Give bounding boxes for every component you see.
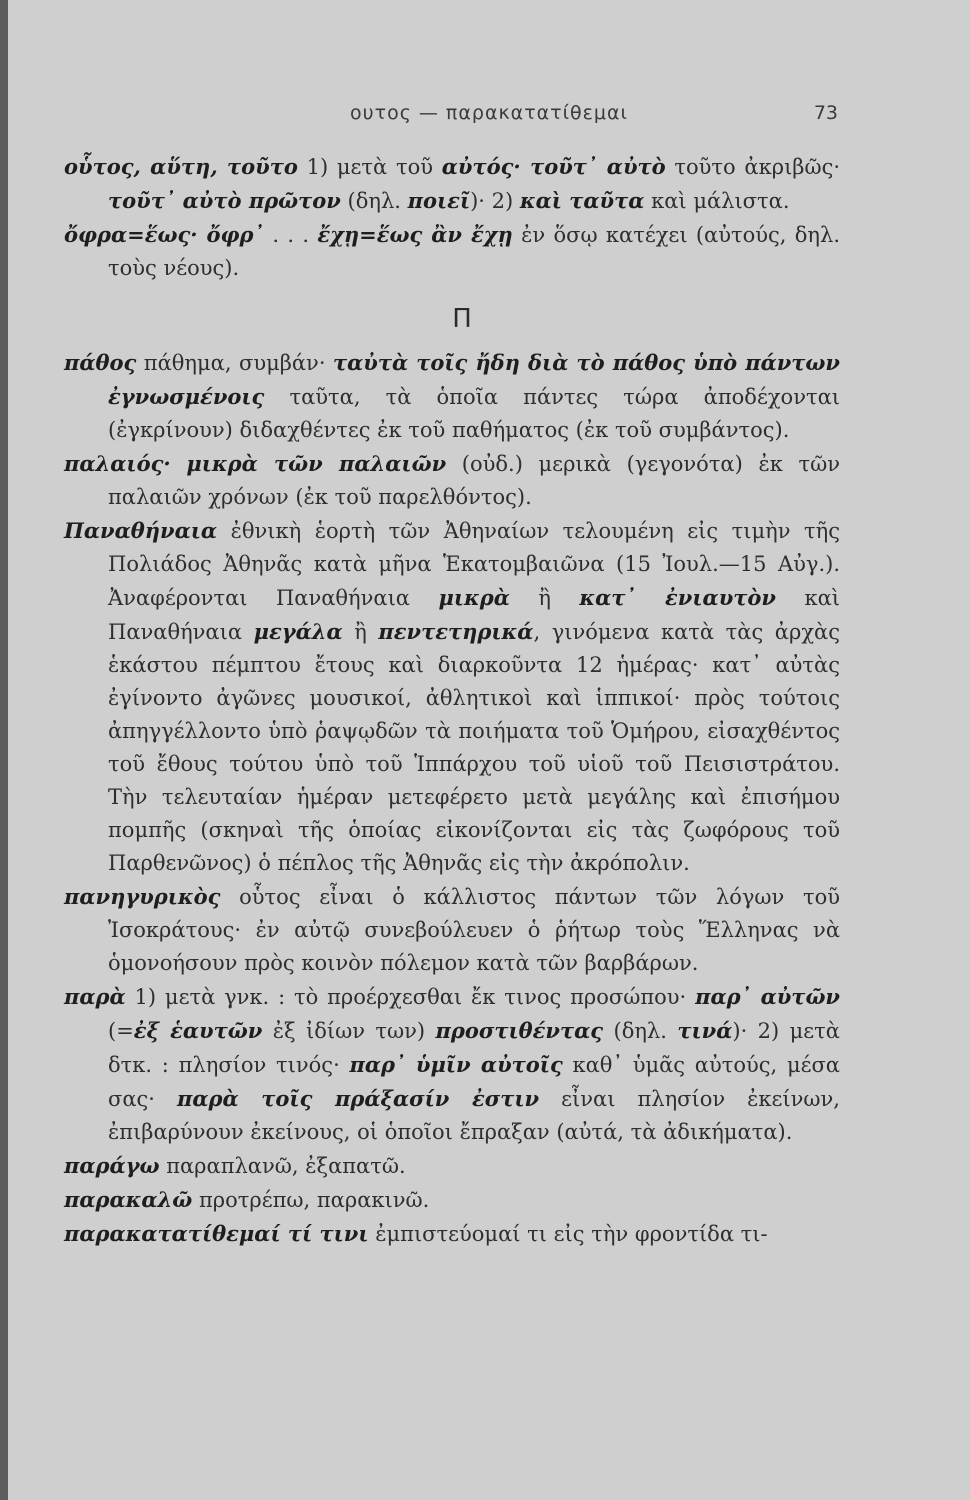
citation: κατ᾽ ἐνιαυτὸν	[579, 585, 776, 610]
citation: παρ᾽ ὑμῖν αὐτοῖς	[349, 1052, 563, 1077]
definition-text: )· 2)	[470, 189, 520, 213]
definition-text: ἐξ ἰδίων των)	[262, 1019, 436, 1043]
page-number: 73	[813, 102, 838, 124]
definition-text: καὶ Παναθήναια	[108, 586, 840, 644]
lemma: παλαιός·	[64, 451, 171, 476]
definition-text: παραπλανῶ, ἐξαπατῶ.	[159, 1154, 406, 1178]
citation: ποιεῖ	[407, 188, 471, 213]
definition-text: καθ᾽ ὑμᾶς αὐτούς, μέσα σας·	[108, 1053, 840, 1111]
definition-text: . . .	[264, 223, 318, 247]
citation: καὶ ταῦτα	[519, 188, 645, 213]
lemma: οὗτος, αὕτη, τοῦτο	[64, 154, 298, 179]
lemma: πανηγυρικὸς	[64, 884, 221, 909]
definition-text: (=	[108, 1019, 134, 1043]
definition-text: (οὐδ.) μερικὰ (γεγονότα) ἐκ τῶν παλαιῶν χρόνων (ἐκ τοῦ παρελθόντος).	[108, 452, 840, 509]
citation: τοῦτ᾽ αὐτὸ πρῶτον	[108, 188, 341, 213]
book-page	[8, 0, 970, 1500]
lemma: παράγω	[64, 1153, 160, 1178]
lemma: ὄφρα=ἕως· ὄφρ᾽	[64, 222, 265, 247]
definition-text: (δηλ.	[340, 189, 408, 213]
entry-palaios	[64, 447, 840, 514]
definition-text: 1) μετὰ τοῦ	[297, 155, 442, 179]
entry-parakatatithemai	[64, 1217, 840, 1251]
citation: μεγάλα	[253, 619, 343, 644]
definition-text: ἢ	[342, 620, 379, 644]
citation: προστιθέντας	[435, 1018, 604, 1043]
citation: μικρὰ τῶν παλαιῶν	[186, 451, 447, 476]
citation: αὐτός· τοῦτ᾽ αὐτὸ	[441, 154, 666, 179]
entry-parago	[64, 1149, 840, 1183]
definition-text: (δηλ.	[603, 1019, 678, 1043]
lemma: παρὰ	[64, 984, 126, 1009]
entry-ophra	[64, 218, 840, 285]
entry-para	[64, 980, 840, 1149]
entry-houtos	[64, 150, 840, 218]
citation: ἐξ ἑαυτῶν	[133, 1018, 263, 1043]
citation: παρὰ τοῖς πράξασίν ἐστιν	[176, 1086, 540, 1111]
lemma: Παναθήναια	[64, 518, 218, 543]
citation: πεντετηρικά	[378, 619, 534, 644]
definition-text: ἐν ὅσῳ κατέχει (αὐτούς, δηλ. τοὺς νέους).	[108, 223, 840, 280]
citation: τινά	[677, 1018, 733, 1043]
entry-pathos	[64, 346, 840, 447]
lemma: παρακαλῶ	[64, 1187, 193, 1212]
definition-text: οὗτος εἶναι ὁ κάλλιστος πάντων τῶν λόγων τοῦ Ἰσοκράτους· ἐν αὐτῷ συνεβούλευεν ὁ ῥήτωρ τοὺς Ἕλληνας νὰ ὁμονοήσουν πρὸς κοινὸν πόλεμον κατὰ τῶν βαρβάρων.	[108, 885, 840, 975]
entry-panegyrikos	[64, 880, 840, 980]
definition-text: τοῦτο ἀκριβῶς·	[665, 155, 841, 179]
definition-text: προτρέπω, παρακινῶ.	[192, 1188, 430, 1212]
citation: ταὐτὰ τοῖς ἤδη διὰ τὸ πάθος ὑπὸ πάντων ἐγνωσμένοις	[108, 350, 841, 409]
entry-parakalo	[64, 1183, 840, 1217]
definition-text: ἢ	[509, 586, 580, 610]
definition-text: ταῦτα, τὰ ὁποῖα πάντες τώρα ἀποδέχονται (ἐγκρίνουν) διδαχθέντες ἐκ τοῦ παθήματος (ἐκ τοῦ συμβάντος).	[108, 385, 840, 442]
definition-text: 1) μετὰ γνκ. : τὸ προέρχεσθαι ἔκ τινος προσώπου·	[125, 985, 696, 1009]
definition-text: ἐμπιστεύομαί τι εἰς τὴν φροντίδα τι-	[368, 1222, 768, 1246]
definition-text: καὶ μάλιστα.	[644, 189, 790, 213]
section-letter: Π	[452, 304, 472, 334]
definition-text	[171, 452, 187, 476]
definition-text: )· 2) μετὰ δτκ. : πλησίον τινός·	[108, 1019, 840, 1077]
page-header	[8, 102, 970, 132]
definition-text: , γινόμενα κατὰ τὰς ἀρχὰς ἑκάστου πέμπτου ἔτους καὶ διαρκοῦντα 12 ἡμέρας· κατ᾽ αὐτὰς ἐγίνοντο ἀγῶνες μουσικοί, ἀθλητικοὶ καὶ ἱππικοί· πρὸς τούτοις ἀπηγγέλλοντο ὑπὸ ῥαψῳδῶν τὰ ποιήματα τοῦ Ὁμήρου, εἰσαχθέντος τοῦ ἔθους τούτου ὑπὸ τοῦ Ἱππάρχου τοῦ υἱοῦ τοῦ Πεισιστράτου. Τὴν τελευταίαν ἡμέραν μετεφέρετο μετὰ μεγάλης καὶ ἐπισήμου πομπῆς (σκηναὶ τῆς ὁποίας εἰκονίζονται εἰς τὰς ζωφόρους τοῦ Παρθενῶνος) ὁ πέπλος τῆς Ἀθηνᾶς εἰς τὴν ἀκρόπολιν.	[108, 620, 840, 875]
citation: παρ᾽ αὐτῶν	[695, 984, 841, 1009]
definition-text: εἶναι πλησίον ἐκείνων, ἐπιβαρύνουν ἐκείνους, οἱ ὁποῖοι ἔπραξαν (αὐτά, τὰ ἀδικήματα).	[108, 1087, 840, 1144]
citation: ἔχῃ=ἕως ἂν ἔχῃ	[317, 222, 513, 247]
lemma: παρακατατίθεμαί τί τινι	[64, 1221, 369, 1246]
lemma: πάθος	[64, 350, 137, 375]
glossary-content	[64, 150, 840, 1251]
definition-text: ἐθνικὴ ἑορτὴ τῶν Ἀθηναίων τελουμένη εἰς τιμὴν τῆς Πολιάδος Ἀθηνᾶς κατὰ μῆνα Ἑκατομβαιῶνα (15 Ἰουλ.—15 Αὐγ.). Ἀναφέρονται Παναθήναια	[108, 519, 840, 610]
entry-panathenaia	[64, 514, 840, 880]
definition-text: πάθημα, συμβάν·	[136, 351, 333, 375]
running-title: ουτος — παρακατατίθεμαι	[350, 102, 628, 124]
citation: μικρὰ	[438, 585, 510, 610]
